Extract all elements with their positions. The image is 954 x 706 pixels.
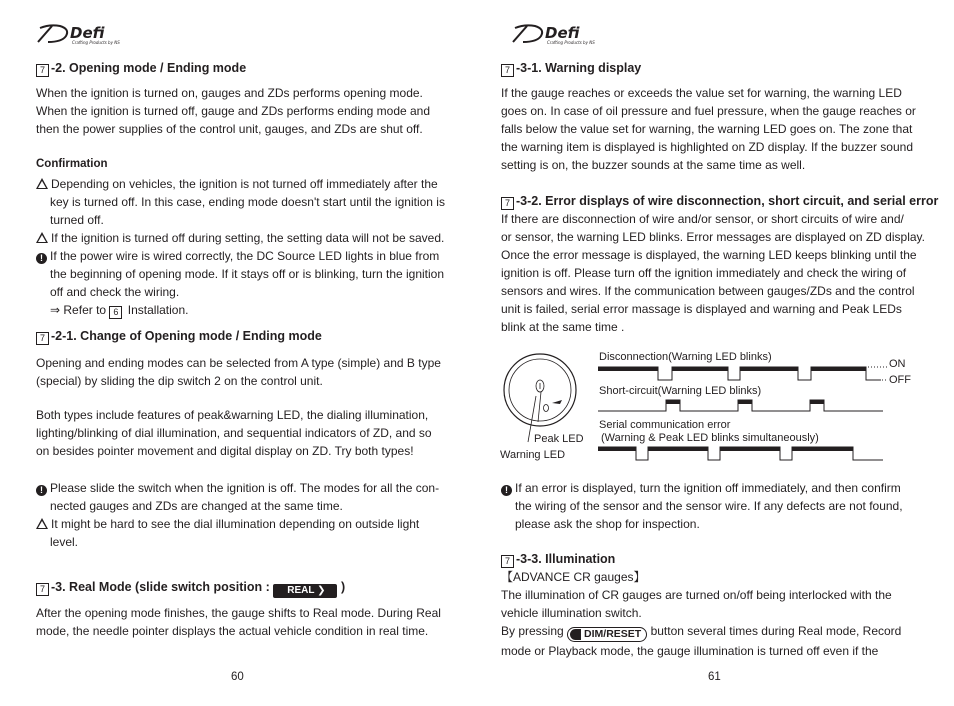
caution-icon [36,178,48,189]
section-number-box: 7 [36,64,49,77]
logo-brand: Defi [70,24,105,42]
logo-brand: Defi [545,24,580,42]
error-displays-paragraph: If there are disconnection of wire and/or sensor, or short circuits of wire and/ or sensor, the warning LED blinks. Error messages are displayed on ZD display. Once the error message is displayed, the warning LED keeps blinking until the ignition is off. Please turn off the ignition immediately and check the wiring of sensors and wires. If the communication between gauges/ZDs and the control unit is failed, serial error massage is displayed and warning and Peak LEDs blink at the same time . [501,212,925,334]
logo-tagline: Crafting Products by NS [547,40,595,45]
section-title-error-displays: 7 -3-2. Error displays of wire disconnection, short circuit, and serial error [501,194,938,210]
caution-icon [36,232,48,243]
change-mode-paragraph-1: Opening and ending modes can be selected from A type (simple) and B type (special) by sliding the dip switch 2 on the control unit. [36,356,441,388]
section-number-box: 7 [501,197,514,210]
dim-reset-button-label: DIM/RESET [567,627,647,642]
error-note: ! If an error is displayed, turn the ignition off immediately, and then confirm the wiring of the sensor and the sensor wire. If any defects are not found, please ask the shop for inspection. [501,479,903,533]
real-mode-paragraph: After the opening mode finishes, the gauge shifts to Real mode. During Real mode, the needle pointer displays the actual vehicle condition in real time. [36,606,441,638]
change-mode-paragraph-2: Both types include features of peak&warning LED, the dialing illumination, lighting/blinking of dial illumination, and sequential indicators of ZD, and so on besides pointer movement and digital display on ZD. Try both types! [36,408,432,458]
advance-cr-subheading: 【ADVANCE CR gauges】 [501,570,646,584]
section-number-box: 7 [501,555,514,568]
section-title-warning-display: 7 -3-1. Warning display [501,61,641,77]
peak-led-label: Peak LED [534,433,584,445]
section-title-change-mode: 7 -2-1. Change of Opening mode / Ending mode [36,329,322,345]
disconnection-label: Disconnection(Warning LED blinks) [599,351,772,363]
on-label: ON [889,358,906,370]
arrow-icon: ⇒ [50,303,64,317]
section-ref-box: 6 [109,306,122,319]
important-icon: ! [36,253,47,264]
defi-logo [36,20,126,48]
confirmation-list: Depending on vehicles, the ignition is not turned off immediately after the key is turned off. In this case, ending mode doesn't start until the ignition is turned off. If the ignition is turned off during setting, the setting data will not be saved. ! If the power wire is wired correctly, the DC Source LED lights in blue from the beginning of opening mode. If it stays off or is blinking, turn the ignition off and check the wiring. ⇒ Refer to 6 Installation. [36,175,445,319]
logo-tagline: Crafting Products by NS [72,40,120,45]
section-number-box: 7 [36,583,49,596]
defi-logo [511,20,601,48]
serial-error-sublabel: (Warning & Peak LED blinks simultaneously) [601,432,819,444]
change-mode-notes: ! Please slide the switch when the ignition is off. The modes for all the con- nected gauges and ZDs are changed at the same time. It might be hard to see the dial illumination depending on outside light level. [36,479,439,551]
section-title-real-mode: 7 -3. Real Mode (slide switch position : REAL ❯ ) [36,580,345,598]
illumination-paragraph: 【ADVANCE CR gauges】 The illumination of CR gauges are turned on/off being interlocked with the vehicle illumination switch. By pressing DIM/RESET button several times during Real mode, Record mode or Playback mode, the gauge illumination is turned off even if the [501,570,902,658]
off-label: OFF [889,374,911,386]
real-switch-label: REAL ❯ [273,584,337,598]
confirmation-heading: Confirmation [36,158,108,170]
warning-display-paragraph: If the gauge reaches or exceeds the value set for warning, the warning LED goes on. In case of oil pressure and fuel pressure, when the gauge reaches or falls below the value set for warning, the warning LED goes on. The zone that the warning item is displayed is highlighted on ZD display. If the buzzer sound setting is on, the buzzer sounds at the same time as well. [501,86,916,172]
section-title-opening-mode: 7 -2. Opening mode / Ending mode [36,61,246,77]
page-number-right: 61 [708,671,721,683]
page-number-left: 60 [231,671,244,683]
important-icon: ! [501,485,512,496]
short-circuit-waveform [598,398,888,414]
serial-error-label: Serial communication error [599,419,731,431]
disconnection-waveform [598,364,898,384]
opening-mode-paragraph: When the ignition is turned on, gauges and ZDs performs opening mode. When the ignition is turned off, gauge and ZDs performs ending mode and then the power supplies of the control unit, gauges, and ZDs are shut off. [36,86,431,136]
section-number-box: 7 [36,332,49,345]
warning-led-label: Warning LED [500,449,566,461]
important-icon: ! [36,485,47,496]
serial-error-waveform [598,444,888,462]
caution-icon [36,518,48,529]
section-number-box: 7 [501,64,514,77]
section-title-illumination: 7 -3-3. Illumination [501,552,615,568]
short-circuit-label: Short-circuit(Warning LED blinks) [599,385,762,397]
